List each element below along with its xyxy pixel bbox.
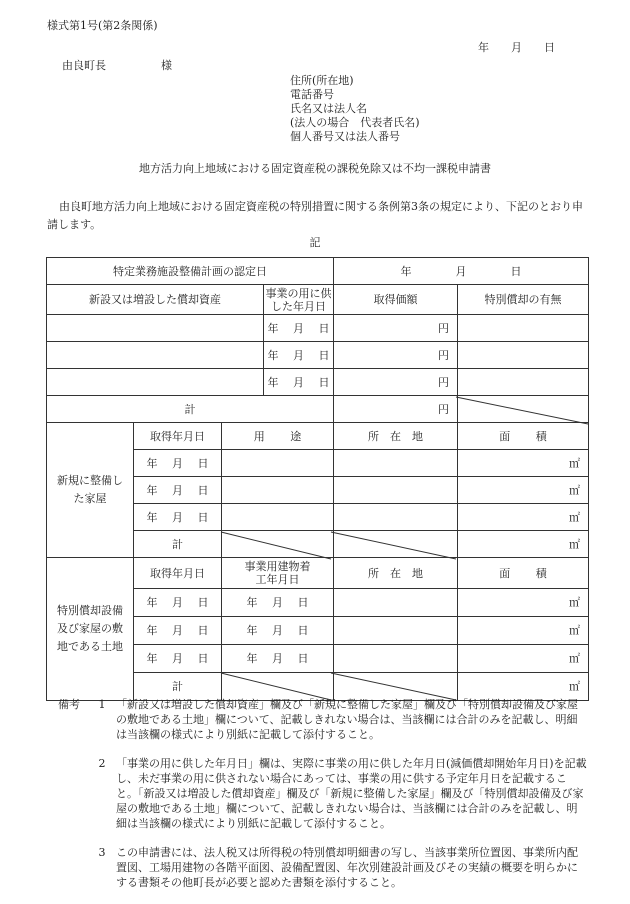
house-area[interactable]: ㎡ <box>458 504 589 531</box>
land-total-bldg-diagonal <box>221 673 331 700</box>
land-bldg-start[interactable]: 年 月 日 <box>222 617 334 645</box>
land-bldg-start[interactable]: 年 月 日 <box>222 645 334 673</box>
house-acq-date[interactable]: 年 月 日 <box>134 450 222 477</box>
house-total-area[interactable]: ㎡ <box>458 531 589 558</box>
date-line: 年 月 日 <box>478 41 555 54</box>
asset-total-cost[interactable]: 円 <box>334 396 458 423</box>
house-area[interactable]: ㎡ <box>458 450 589 477</box>
asset-total-diagonal <box>456 397 588 424</box>
cost-cell[interactable]: 円 <box>334 369 458 396</box>
land-acq-date[interactable]: 年 月 日 <box>134 645 222 673</box>
note-number: 3 <box>98 846 106 859</box>
address-label: 住所(所在地) <box>290 74 354 87</box>
cost-header: 取得価額 <box>334 285 458 315</box>
special-header: 特別償却の有無 <box>458 285 589 315</box>
document-title: 地方活力向上地域における固定資産税の課税免除又は不均一課税申請書 <box>139 162 491 175</box>
notes-label: 備考 <box>58 698 80 711</box>
cost-cell[interactable]: 円 <box>334 315 458 342</box>
land-bldg-start-header: 事業用建物着工年月日 <box>222 558 334 589</box>
note-text: この申請書には、法人税又は所得税の特別償却明細書の写し、当該事業所位置図、事業所内配置図、工場用建物の各階平面図、設備配置図、年次別建設計画及びその実績の概要を明らかにする書類その他町長が必要と認めた書類を添付すること。 <box>116 846 578 889</box>
plan-date: 年 月 日 <box>334 258 589 285</box>
land-bldg-start[interactable]: 年 月 日 <box>222 589 334 617</box>
land-location-header: 所 在 地 <box>334 558 458 589</box>
cost-cell[interactable]: 円 <box>334 342 458 369</box>
representative-label: (法人の場合 代表者氏名) <box>290 116 420 129</box>
house-use-header: 用 途 <box>222 423 334 450</box>
house-acq-date-header: 取得年月日 <box>134 423 222 450</box>
land-total-area[interactable]: ㎡ <box>458 673 589 701</box>
house-area[interactable]: ㎡ <box>458 477 589 504</box>
asset-total-label: 計 <box>47 396 334 423</box>
note-number: 2 <box>98 757 106 770</box>
land-acq-date-header: 取得年月日 <box>134 558 222 589</box>
house-label: 新規に整備した家屋 <box>47 423 134 558</box>
id-number-label: 個人番号又は法人番号 <box>290 130 400 143</box>
note-item <box>58 845 588 890</box>
note-text: 「事業の用に供した年月日」欄は、実際に事業の用に供した年月日(減価償却開始年月日)を記載し、未だ事業の用に供されない場合にあっては、事業の用に供する予定年月日を記載すること。「新設又は増設した償却資産」欄及び「新規に整備した家屋」欄及び「特別償却設備及び家屋の敷地である土地」欄について、記載しきれない場合は、当該欄には合計のみを記載し、明細は当該欄の様式により別紙に記載して添付すること。 <box>116 757 587 830</box>
use-date-cell[interactable]: 年 月 日 <box>264 342 334 369</box>
addressee: 由良町長 様 <box>62 59 172 72</box>
use-date-cell[interactable]: 年 月 日 <box>264 315 334 342</box>
asset-header: 新設又は増設した償却資産 <box>47 285 264 315</box>
ki-heading: 記 <box>309 236 321 249</box>
note-item <box>58 697 588 742</box>
form-number: 様式第1号(第2条関係) <box>47 19 158 32</box>
land-area-header: 面 積 <box>458 558 589 589</box>
plan-label: 特定業務施設整備計画の認定日 <box>47 258 334 285</box>
house-location-header: 所 在 地 <box>334 423 458 450</box>
land-label: 特別償却設備及び家屋の敷地である土地 <box>47 558 134 701</box>
notes-section <box>58 697 588 904</box>
land-area[interactable]: ㎡ <box>458 645 589 673</box>
land-acq-date[interactable]: 年 月 日 <box>134 589 222 617</box>
house-area-header: 面 積 <box>458 423 589 450</box>
land-area[interactable]: ㎡ <box>458 589 589 617</box>
note-item <box>58 756 588 831</box>
land-total-location-diagonal <box>331 673 456 700</box>
house-total-use-diagonal <box>221 532 331 559</box>
land-acq-date[interactable]: 年 月 日 <box>134 617 222 645</box>
name-label: 氏名又は法人名 <box>290 102 367 115</box>
house-acq-date[interactable]: 年 月 日 <box>134 504 222 531</box>
intro-text: 由良町地方活力向上地域における固定資産税の特別措置に関する条例第3条の規定により、下記のとおり申請します。 <box>47 200 583 231</box>
use-date-header: 事業の用に供した年月日 <box>265 286 332 313</box>
house-total-location-diagonal <box>331 532 456 559</box>
note-text: 「新設又は増設した償却資産」欄及び「新規に整備した家屋」欄及び「特別償却設備及び家屋の敷地である土地」欄について、記載しきれない場合は、当該欄には合計のみを記載し、明細は当該欄の様式により別紙に記載して添付すること。 <box>116 698 578 741</box>
note-number: 1 <box>98 698 106 711</box>
land-area[interactable]: ㎡ <box>458 617 589 645</box>
land-total-label: 計 <box>134 673 222 701</box>
phone-label: 電話番号 <box>290 88 334 101</box>
house-total-label: 計 <box>134 531 222 558</box>
use-date-cell[interactable]: 年 月 日 <box>264 369 334 396</box>
house-acq-date[interactable]: 年 月 日 <box>134 477 222 504</box>
